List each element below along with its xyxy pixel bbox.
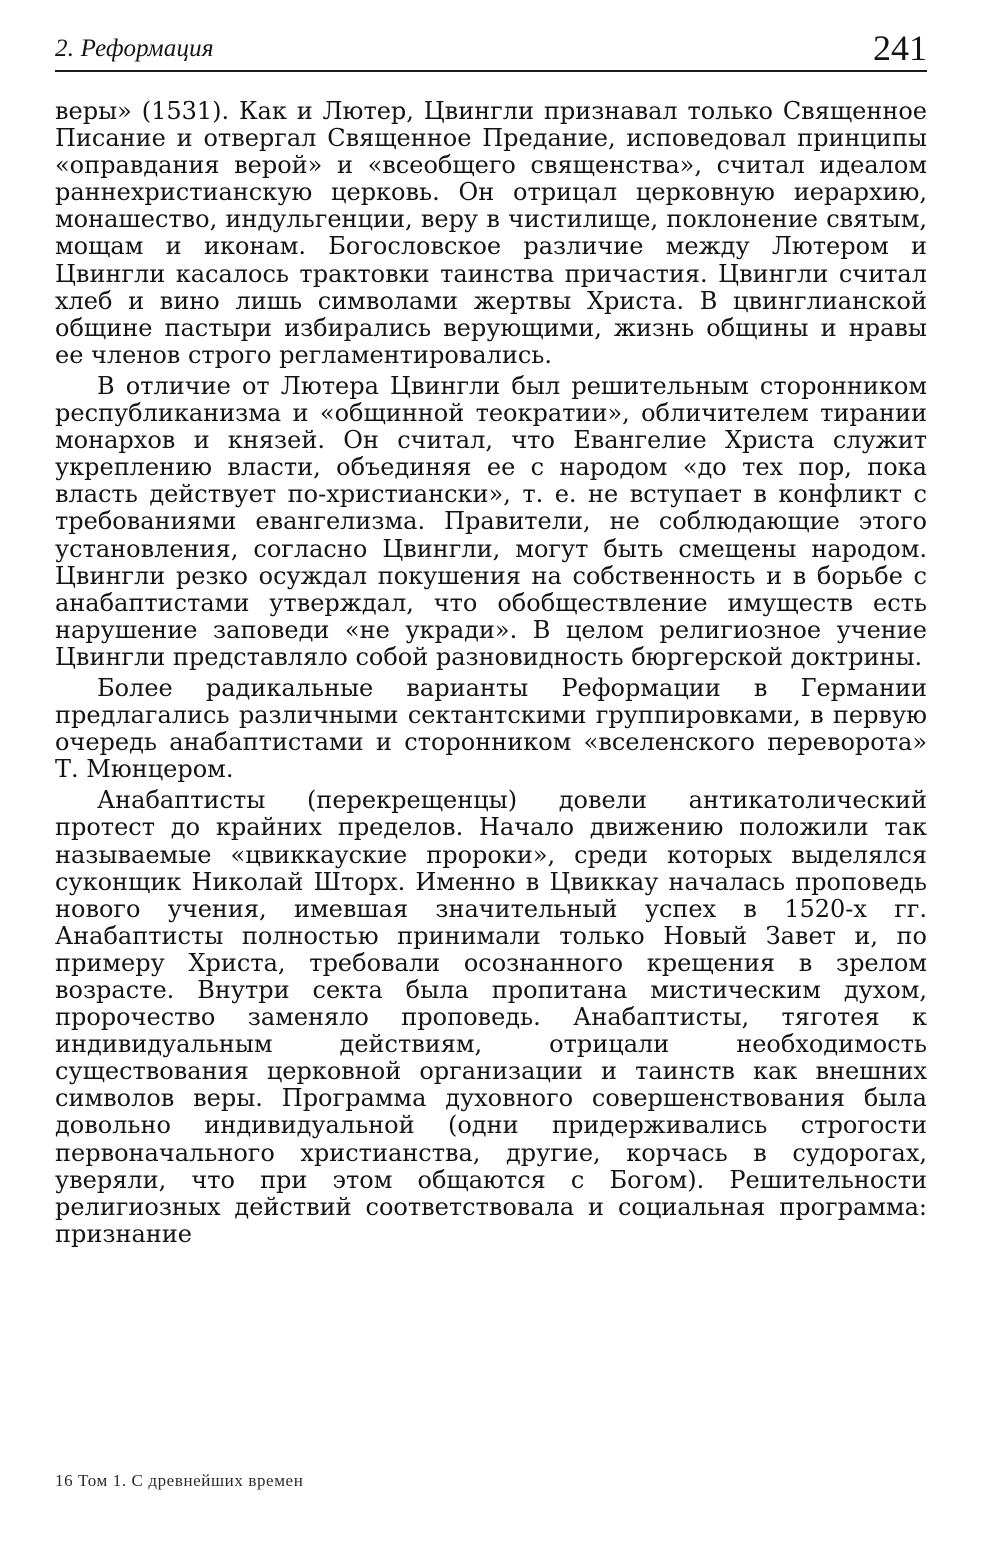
- paragraph-4: Анабаптисты (перекрещенцы) довели антикатолический протест до крайних пределов. Начало движению положили так называемые «цвиккауские пророки», среди которых выделялся суконщик Николай Шторх. Именно в Цвиккау началась проповедь нового учения, имевшая значительный успех в 1520-х гг. Анабаптисты полностью принимали только Новый Завет и, по примеру Христа, требовали осознанного крещения в зрелом возрасте. Внутри секта была пропитана мистическим духом, пророчество заменяло проповедь. Анабаптисты, тяготея к индивидуальным действиям, отрицали необходимость существования церковной организации и таинств как внешних символов веры. Программа духовного совершенствования была довольно индивидуальной (одни придерживались строгости первоначального христианства, другие, корчась в судорогах, уверяли, что при этом общаются с Богом). Решительности религиозных действий соответствовала и социальная программа: признание: [55, 786, 927, 1248]
- page-number: 241: [873, 28, 927, 68]
- paragraph-2: В отличие от Лютера Цвингли был решительным сторонником республиканизма и «общинной теократии», обличителем тирании монархов и князей. Он считал, что Евангелие Христа служит укреплению власти, объединяя ее с народом «до тех пор, пока власть действует по-христиански», т. е. не вступает в конфликт с требованиями евангелизма. Правители, не соблюдающие этого установления, согласно Цвингли, могут быть смещены народом. Цвингли резко осуждал покушения на собственность и в борьбе с анабаптистами утверждал, что обобществление имуществ есть нарушение заповеди «не укради». В целом религиозное учение Цвингли представляло собой разновидность бюргерской доктрины.: [55, 371, 927, 671]
- signature-footer: 16 Том 1. С древнейших времен: [55, 1471, 304, 1490]
- paragraph-1: веры» (1531). Как и Лютер, Цвингли признавал только Священное Писание и отвергал Священное Предание, исповедовал принципы «оправдания верой» и «всеобщего священства», считал идеалом раннехристианскую церковь. Он отрицал церковную иерархию, монашество, индульгенции, веру в чистилище, поклонение святым, мощам и иконам. Богословское различие между Лютером и Цвингли касалось трактовки таинства причастия. Цвингли считал хлеб и вино лишь символами жертвы Христа. В цвинглианской общине пастыри избирались верующими, жизнь общины и нравы ее членов строго регламентировались.: [55, 97, 927, 369]
- paragraph-3: Более радикальные варианты Реформации в Германии предлагались различными сектантскими группировками, в первую очередь анабаптистами и сторонником «вселенского переворота» Т. Мюнцером.: [55, 673, 927, 784]
- section-title: 2. Реформация: [55, 35, 214, 62]
- running-header: [55, 22, 927, 72]
- main-text: [55, 98, 927, 1252]
